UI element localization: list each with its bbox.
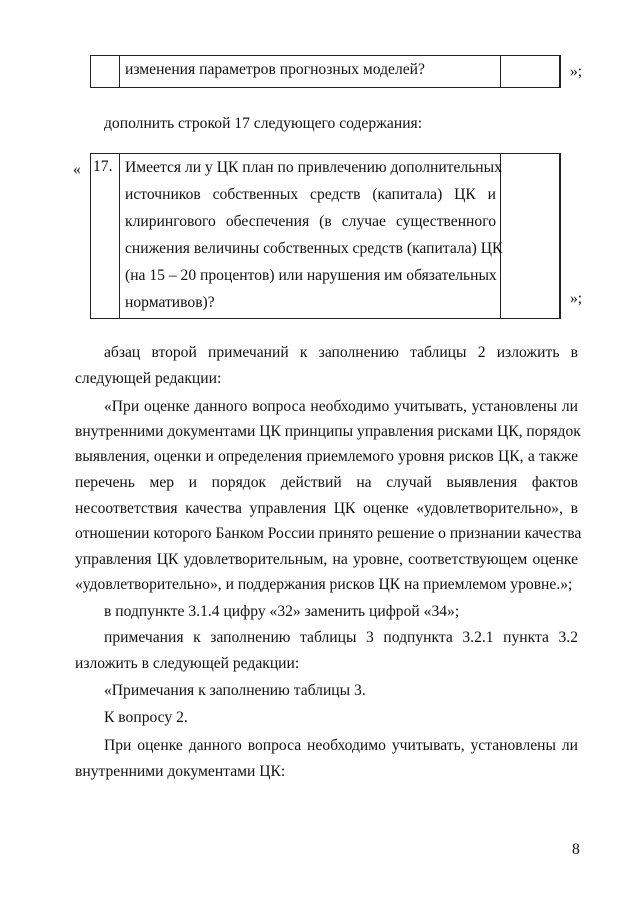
question-line: источников собственных средств (капитала) ЦК и [125, 186, 496, 203]
question-line: (на 15 – 20 процентов) или нарушения им обязательных [125, 267, 497, 284]
open-quote-17: « [73, 161, 81, 178]
paragraph-line: При оценке данного вопроса необходимо учитывать, установлены ли [104, 737, 578, 754]
question-line: нормативов)? [125, 294, 215, 311]
paragraph-line: изложить в следующей редакции: [75, 655, 300, 672]
question-line: Имеется ли у ЦК план по привлечению дополнительных [125, 159, 502, 176]
question-line: клирингового обеспечения (в случае существенного [125, 213, 496, 230]
paragraph-line: в подпункте 3.1.4 цифру «32» заменить цифрой «34»; [104, 603, 460, 620]
table-cell-number [91, 56, 120, 87]
paragraph-line: управления ЦК удовлетворительным, на уровне, соответствующем оценке [75, 551, 578, 568]
close-quote-top: »; [570, 63, 583, 80]
table-cell-answer-17 [501, 154, 560, 318]
table-cell-question-17 [120, 154, 501, 318]
paragraph-line: «Примечания к заполнению таблицы 3. [104, 682, 366, 699]
table-row-17 [90, 153, 561, 319]
close-quote-17: »; [570, 290, 583, 307]
paragraph-line: перечень мер и порядок действий на случай выявления фактов [75, 474, 578, 491]
intro-line: дополнить строкой 17 следующего содержания: [104, 115, 423, 132]
table-fragment-top [90, 55, 561, 88]
page-number: 8 [572, 841, 580, 858]
paragraph-line: «удовлетворительно», и поддержания рисков ЦК на приемлемом уровне.»; [75, 576, 573, 593]
table-cell-answer [501, 56, 560, 87]
paragraph-line: примечания к заполнению таблицы 3 подпункта 3.2.1 пункта 3.2 [104, 629, 578, 646]
paragraph-line: внутренними документами ЦК принципы управления рисками ЦК, порядок [75, 423, 581, 440]
question-line: снижения величины собственных средств (капитала) ЦК [125, 240, 503, 257]
paragraph-line: внутренними документами ЦК: [75, 763, 286, 780]
paragraph-line: следующей редакции: [75, 370, 222, 387]
paragraph-line: отношении которого Банком России принято решение о признании качества [75, 525, 582, 542]
paragraph-line: абзац второй примечаний к заполнению таблицы 2 изложить в [104, 344, 578, 361]
table-cell-question-text: изменения параметров прогнозных моделей? [125, 61, 425, 78]
paragraph-line: выявления, оценки и определения приемлемого уровня рисков ЦК, а также [75, 448, 578, 465]
paragraph-line: несоответствия качества управления ЦК оценке «удовлетворительно», в [75, 500, 578, 517]
paragraph-line: «При оценке данного вопроса необходимо учитывать, установлены ли [104, 398, 578, 415]
table-cell-number-17 [91, 154, 120, 318]
paragraph-line: К вопросу 2. [104, 709, 188, 726]
row-number: 17. [93, 158, 113, 175]
table-cell-question [120, 56, 501, 87]
